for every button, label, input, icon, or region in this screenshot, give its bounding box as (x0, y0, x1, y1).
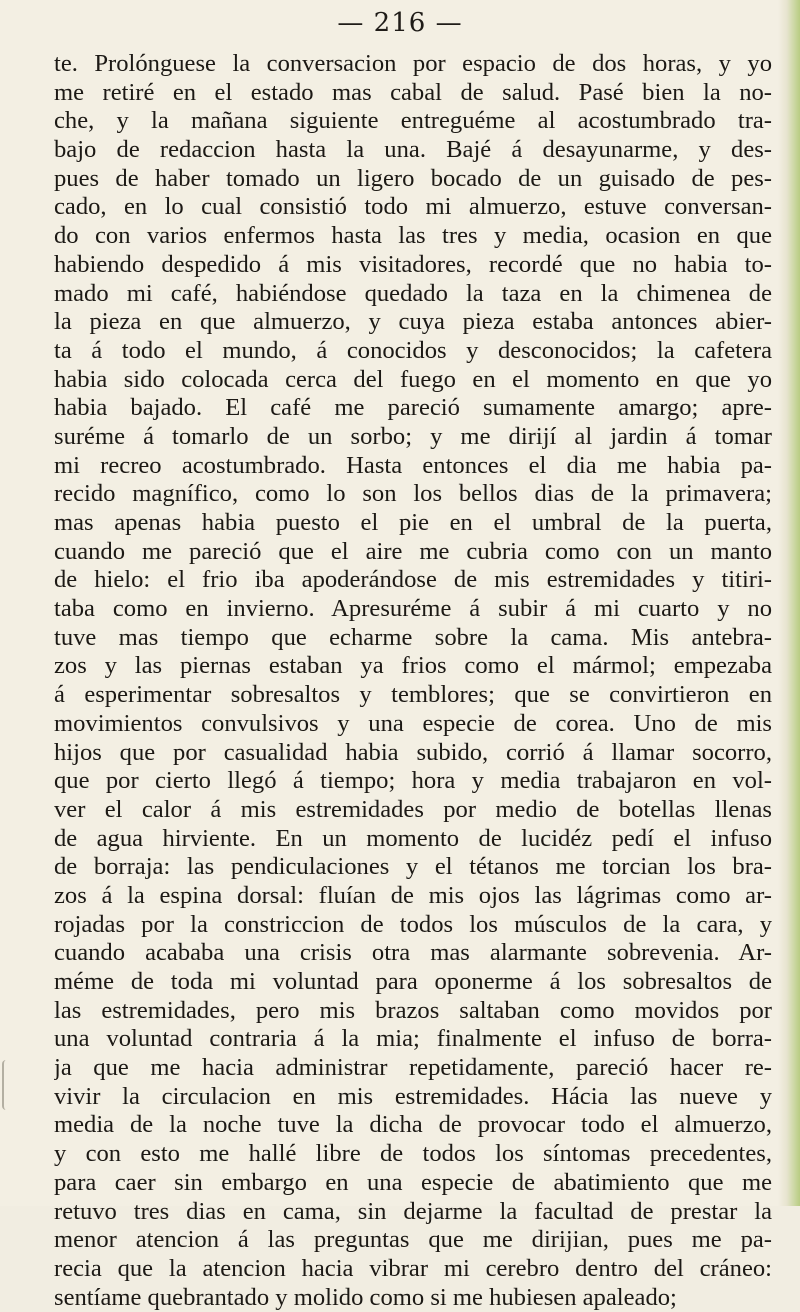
text-line: do con varios enfermos hasta las tres y media, ocasion en que (54, 222, 772, 250)
text-line: tuve mas tiempo que echarme sobre la cama. Mis antebra- (54, 623, 772, 651)
text-line: recia que la atencion hacia vibrar mi cerebro dentro del cráneo: (54, 1254, 772, 1282)
text-line: habiendo despedido á mis visitadores, recordé que no habia to- (54, 250, 772, 278)
text-line: taba como en invierno. Apresuréme á subir á mi cuarto y no (54, 595, 772, 623)
text-line: y con esto me hallé libre de todos los síntomas precedentes, (54, 1140, 772, 1168)
text-line: cado, en lo cual consistió todo mi almuerzo, estuve conversan- (54, 193, 772, 221)
text-line: ver el calor á mis estremidades por medio de botellas llenas (54, 795, 772, 823)
text-line: vivir la circulacion en mis estremidades. Hácia las nueve y (54, 1082, 772, 1110)
text-line: una voluntad contraria á la mia; finalmente el infuso de borra- (54, 1025, 772, 1053)
text-line: rojadas por la constriccion de todos los músculos de la cara, y (54, 910, 772, 938)
text-line: mi recreo acostumbrado. Hasta entonces el dia me habia pa- (54, 451, 772, 479)
text-line: me retiré en el estado mas cabal de salud. Pasé bien la no- (54, 78, 772, 106)
text-line: de hielo: el frio iba apoderándose de mis estremidades y titiri- (54, 566, 772, 594)
text-line: de borraja: las pendiculaciones y el tétanos me torcian los bra- (54, 853, 772, 881)
text-line: pues de haber tomado un ligero bocado de un guisado de pes- (54, 164, 772, 192)
text-line: te. Prolónguese la conversacion por espacio de dos horas, y yo (54, 50, 772, 77)
text-line: ja que me hacia administrar repetidamente, pareció hacer re- (54, 1054, 772, 1082)
text-line: bajo de redaccion hasta la una. Bajé á desayunarme, y des- (54, 136, 772, 164)
body-text (54, 50, 772, 1312)
text-line: hijos que por casualidad habia subido, corrió á llamar socorro, (54, 738, 772, 766)
text-line: retuvo tres dias en cama, sin dejarme la facultad de prestar la (54, 1197, 772, 1225)
text-line: media de la noche tuve la dicha de provocar todo el almuerzo, (54, 1111, 772, 1139)
text-line: habia sido colocada cerca del fuego en el momento en que yo (54, 365, 772, 393)
text-line: mado mi café, habiéndose quedado la taza en la chimenea de (54, 279, 772, 307)
text-line: habia bajado. El café me pareció sumamente amargo; apre- (54, 394, 772, 422)
text-line: cuando me pareció que el aire me cubria como con un manto (54, 537, 772, 565)
text-line: que por cierto llegó á tiempo; hora y media trabajaron en vol- (54, 767, 772, 795)
text-line: movimientos convulsivos y una especie de corea. Uno de mis (54, 709, 772, 737)
text-line: suréme á tomarlo de un sorbo; y me dirijí al jardin á tomar (54, 422, 772, 450)
text-line: las estremidades, pero mis brazos saltaban como movidos por (54, 996, 772, 1024)
text-line: cuando acababa una crisis otra mas alarmante sobrevenia. Ar- (54, 939, 772, 967)
text-line: che, y la mañana siguiente entreguéme al acostumbrado tra- (54, 107, 772, 135)
page-edge-shadow (778, 0, 800, 1206)
text-line: méme de toda mi voluntad para oponerme á los sobresaltos de (54, 968, 772, 995)
text-line: de agua hirviente. En un momento de lucidéz pedí el infuso (54, 824, 772, 852)
text-line: ta á todo el mundo, á conocidos y desconocidos; la cafetera (54, 336, 772, 364)
text-line: mas apenas habia puesto el pie en el umbral de la puerta, (54, 509, 772, 536)
page-number-header: — 216 — (337, 8, 463, 38)
text-line: para caer sin embargo en una especie de abatimiento que me (54, 1168, 772, 1196)
text-line: zos á la espina dorsal: fluían de mis ojos las lágrimas como ar- (54, 881, 772, 909)
text-line: sentíame quebrantado y molido como si me hubiesen apaleado; (54, 1283, 677, 1311)
text-line: á esperimentar sobresaltos y temblores; que se convirtieron en (54, 681, 772, 709)
text-line: menor atencion á las preguntas que me dirijian, pues me pa- (54, 1226, 772, 1254)
text-line: zos y las piernas estaban ya frios como el mármol; empezaba (54, 652, 772, 680)
margin-mark (2, 1060, 8, 1110)
text-line: recido magnífico, como lo son los bellos dias de la primavera; (54, 480, 772, 508)
text-line: la pieza en que almuerzo, y cuya pieza estaba antonces abier- (54, 308, 772, 336)
